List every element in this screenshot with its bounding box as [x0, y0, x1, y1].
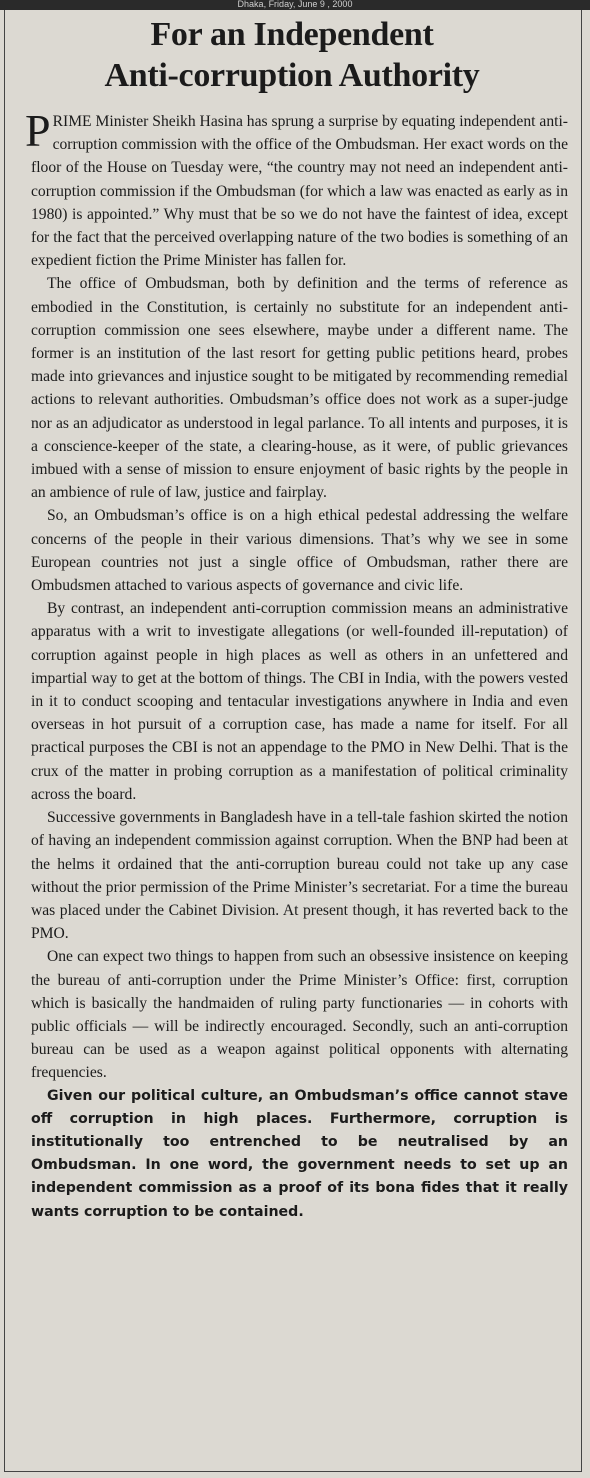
headline-line-1: For an Independent: [150, 16, 434, 53]
paragraph-3: So, an Ombudsman’s office is on a high ethical pedestal addressing the welfare concerns of the people in their various dimensions. That’s why we see in some European countries not just a single office of Ombudsman, rather there are Ombudsmen attached to various aspects of governance and civic life.: [31, 507, 568, 595]
paragraph-7-closing: Given our political culture, an Ombudsman’s office cannot stave off corruption in high places. Furthermore, corruption is institutionally too entrenched to be neutralised by an Ombudsman. In one word, the government needs to set up an independent commission as a proof of its bona fides that it really wants corruption to be contained.: [31, 1087, 568, 1220]
paragraph-4: By contrast, an independent anti-corruption commission means an administrative apparatus with a writ to investigate allegations (or well-founded ill-reputation) of corruption against people in high places as well as others in an unfettered and impartial way to get at the bottom of things. The CBI in India, with the powers vested in it to conduct scooping and tentacular investigations anywhere in India and even overseas in hot pursuit of a corruption case, has made a name for itself. For all practical purposes the CBI is not an appendage to the PMO in New Delhi. That is the crux of the matter in probing corruption as a manifestation of political criminality across the board.: [31, 600, 568, 803]
headline-line-2: Anti-corruption Authority: [104, 57, 480, 94]
paragraph-2: The office of Ombudsman, both by definition and the terms of reference as embodied in the Constitution, is certainly no substitute for an independent anti-corruption commission one sees elsewhere, maybe under a different name. The former is an institution of the last resort for getting public petitions heard, probes made into grievances and injustice sought to be mitigated by recommending remedial actions to relevant authorities. Ombudsman’s office does not work as a super-judge nor as an adjudicator as understood in legal parlance. To all intents and purposes, it is a conscience-keeper of the state, a clearing-house, as it were, of public grievances imbued with a sense of mission to ensure enjoyment of basic rights by the people in an ambience of rule of law, justice and fairplay.: [31, 275, 568, 502]
paragraph-1: [25, 105, 568, 272]
dateline: Dhaka, Friday, June 9 , 2000: [0, 0, 590, 10]
drop-cap: P: [25, 105, 51, 156]
paragraph-1-text: RIME Minister Sheikh Hasina has sprung a surprise by equating independent anti-corruption commission with the office of the Ombudsman. Her exact words on the floor of the House on Tuesday were, “the country may not need an independent anti-corruption commission if the Ombudsman (for which a law was enacted as early as in 1980) is appointed.” Why must that be so we do not have the faintest of idea, except for the fact that the perceived overlapping nature of the two bodies is something of an expedient fiction the Prime Minister has fallen for.: [31, 113, 568, 270]
article-body: [25, 105, 568, 1224]
paragraph-5: Successive governments in Bangladesh have in a tell-tale fashion skirted the notion of having an independent commission against corruption. When the BNP had been at the helms it ordained that the anti-corruption bureau could not take up any case without the prior permission of the Prime Minister’s secretariat. For a time the bureau was placed under the Cabinet Division. At present though, it has reverted back to the PMO.: [31, 809, 568, 943]
headline: [12, 14, 572, 96]
paragraph-6: One can expect two things to happen from such an obsessive insistence on keeping the bureau of anti-corruption under the Prime Minister’s Office: first, corruption which is basically the handmaiden of ruling party functionaries — in cohorts with public officials — will be indirectly encouraged. Secondly, such an anti-corruption bureau can be used as a weapon against political opponents with alternating frequencies.: [31, 948, 568, 1082]
